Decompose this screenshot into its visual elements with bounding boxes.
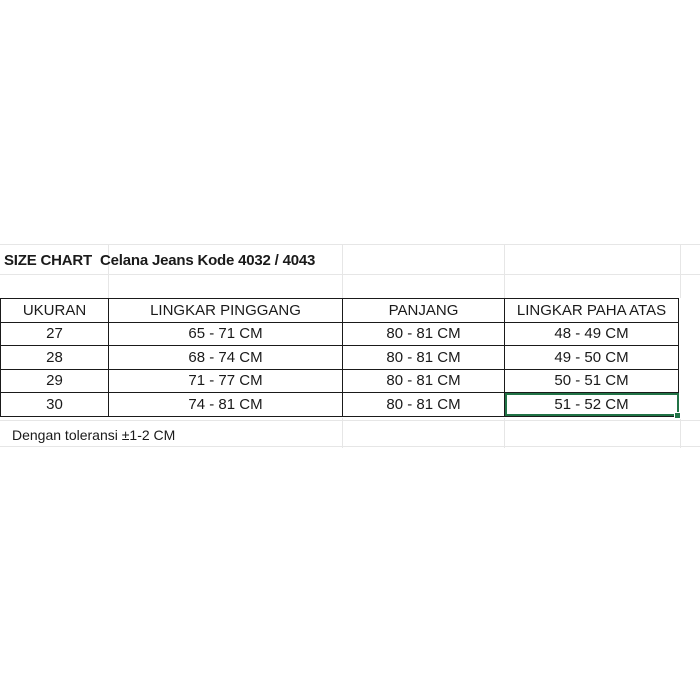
size-chart-title[interactable] bbox=[4, 252, 315, 269]
table-header-row bbox=[1, 299, 679, 323]
cell-panjang[interactable]: 80 - 81 CM bbox=[343, 346, 505, 370]
cell-lingkar-pinggang[interactable]: 65 - 71 CM bbox=[109, 322, 343, 346]
table-row bbox=[1, 369, 679, 393]
cell-panjang[interactable]: 80 - 81 CM bbox=[343, 322, 505, 346]
cell-lingkar-paha-atas[interactable]: 50 - 51 CM bbox=[505, 369, 679, 393]
selected-cell-lingkar-paha-atas[interactable] bbox=[505, 393, 679, 417]
selected-cell-value: 51 - 52 CM bbox=[554, 395, 629, 413]
title-subtitle: Celana Jeans Kode 4032 / 4043 bbox=[99, 252, 316, 269]
gridline bbox=[0, 446, 700, 447]
cell-ukuran[interactable]: 27 bbox=[1, 322, 109, 346]
gridline bbox=[0, 420, 700, 421]
table-row bbox=[1, 346, 679, 370]
gridline bbox=[680, 418, 681, 448]
header-lingkar-paha-atas[interactable]: LINGKAR PAHA ATAS bbox=[505, 299, 679, 323]
gridline bbox=[504, 418, 505, 448]
cell-lingkar-pinggang[interactable]: 74 - 81 CM bbox=[109, 393, 343, 417]
gridline bbox=[0, 244, 700, 245]
gridline bbox=[342, 244, 343, 298]
cell-ukuran[interactable]: 29 bbox=[1, 369, 109, 393]
cell-lingkar-paha-atas[interactable]: 48 - 49 CM bbox=[505, 322, 679, 346]
header-panjang[interactable]: PANJANG bbox=[343, 299, 505, 323]
cell-lingkar-paha-atas[interactable]: 49 - 50 CM bbox=[505, 346, 679, 370]
cell-lingkar-pinggang[interactable]: 68 - 74 CM bbox=[109, 346, 343, 370]
header-ukuran[interactable]: UKURAN bbox=[1, 299, 109, 323]
cell-panjang[interactable]: 80 - 81 CM bbox=[343, 369, 505, 393]
header-lingkar-pinggang[interactable]: LINGKAR PINGGANG bbox=[109, 299, 343, 323]
table-row bbox=[1, 322, 679, 346]
size-chart-table bbox=[0, 298, 679, 417]
table-row bbox=[1, 393, 679, 417]
cell-panjang[interactable]: 80 - 81 CM bbox=[343, 393, 505, 417]
tolerance-note[interactable]: Dengan toleransi ±1-2 CM bbox=[12, 427, 176, 443]
gridline bbox=[504, 244, 505, 298]
gridline bbox=[680, 244, 681, 298]
gridline bbox=[342, 418, 343, 448]
cell-ukuran[interactable]: 30 bbox=[1, 393, 109, 417]
gridline bbox=[0, 274, 700, 275]
cell-lingkar-pinggang[interactable]: 71 - 77 CM bbox=[109, 369, 343, 393]
cell-ukuran[interactable]: 28 bbox=[1, 346, 109, 370]
title-main: SIZE CHART bbox=[4, 252, 93, 269]
fill-handle[interactable] bbox=[674, 412, 681, 419]
